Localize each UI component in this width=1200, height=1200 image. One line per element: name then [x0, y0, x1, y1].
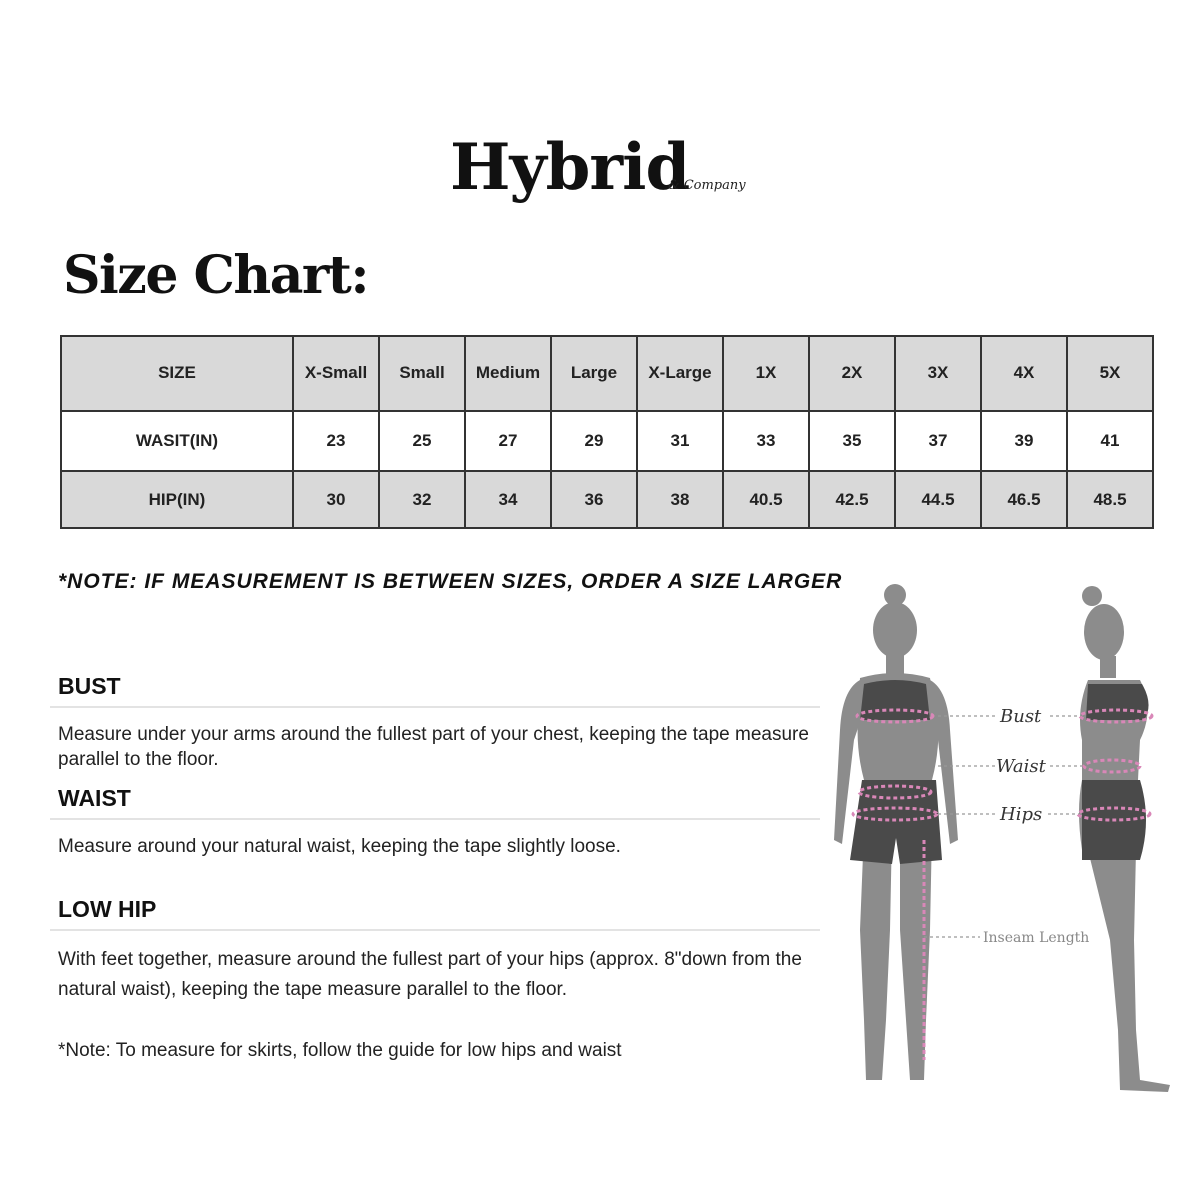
waist-text: Measure around your natural waist, keeping the tape slightly loose. — [58, 836, 621, 857]
bust-heading: BUST — [58, 673, 121, 699]
bust-label: Bust — [1000, 706, 1042, 727]
table-cell: 27 — [465, 411, 551, 472]
table-cell: 46.5 — [981, 471, 1067, 528]
size-note: *NOTE: IF MEASUREMENT IS BETWEEN SIZES, ORDER A SIZE LARGER — [58, 570, 843, 593]
page-title: Size Chart: — [63, 245, 369, 306]
table-cell: 34 — [465, 471, 551, 528]
header-cell: 1X — [723, 336, 809, 411]
header-cell: Small — [379, 336, 465, 411]
table-cell: 30 — [293, 471, 379, 528]
table-cell: 44.5 — [895, 471, 981, 528]
brand-sub: & Company — [668, 178, 746, 193]
row-label: WASIT(IN) — [61, 411, 293, 472]
header-cell: 5X — [1067, 336, 1153, 411]
low-hip-text: With feet together, measure around the fullest part of your hips (approx. 8"down from the natural waist), keeping the tape measure parallel to the floor. — [58, 949, 802, 1000]
table-cell: 40.5 — [723, 471, 809, 528]
measurement-figures — [820, 580, 1190, 1100]
row-label: HIP(IN) — [61, 471, 293, 528]
header-cell: X-Small — [293, 336, 379, 411]
header-cell: 2X — [809, 336, 895, 411]
skirt-note: *Note: To measure for skirts, follow the guide for low hips and waist — [58, 1040, 622, 1061]
hip-row — [61, 471, 1153, 528]
header-cell: Large — [551, 336, 637, 411]
table-cell: 35 — [809, 411, 895, 472]
table-cell: 36 — [551, 471, 637, 528]
bust-divider — [50, 706, 820, 708]
waist-heading: WAIST — [58, 785, 131, 811]
table-cell: 38 — [637, 471, 723, 528]
waist-divider — [50, 818, 820, 820]
table-cell: 25 — [379, 411, 465, 472]
low-hip-divider — [50, 929, 820, 931]
inseam-label: Inseam Length — [983, 930, 1090, 946]
table-cell: 42.5 — [809, 471, 895, 528]
header-cell: 3X — [895, 336, 981, 411]
header-cell: 4X — [981, 336, 1067, 411]
waist-label: Waist — [996, 756, 1046, 777]
brand-name: Hybrid — [450, 130, 690, 205]
table-cell: 39 — [981, 411, 1067, 472]
table-cell: 31 — [637, 411, 723, 472]
bust-text: Measure under your arms around the fullest part of your chest, keeping the tape measure parallel to the floor. — [58, 724, 809, 770]
table-cell: 29 — [551, 411, 637, 472]
table-cell: 37 — [895, 411, 981, 472]
brand-logo — [440, 120, 780, 260]
header-cell: SIZE — [61, 336, 293, 411]
table-cell: 32 — [379, 471, 465, 528]
waist-row — [61, 411, 1153, 472]
low-hip-heading: LOW HIP — [58, 896, 157, 922]
hips-label: Hips — [1000, 804, 1043, 825]
size-table — [60, 335, 1154, 529]
table-cell: 48.5 — [1067, 471, 1153, 528]
header-cell: Medium — [465, 336, 551, 411]
table-cell: 23 — [293, 411, 379, 472]
table-cell: 33 — [723, 411, 809, 472]
table-cell: 41 — [1067, 411, 1153, 472]
size-header-row — [61, 336, 1153, 411]
header-cell: X-Large — [637, 336, 723, 411]
